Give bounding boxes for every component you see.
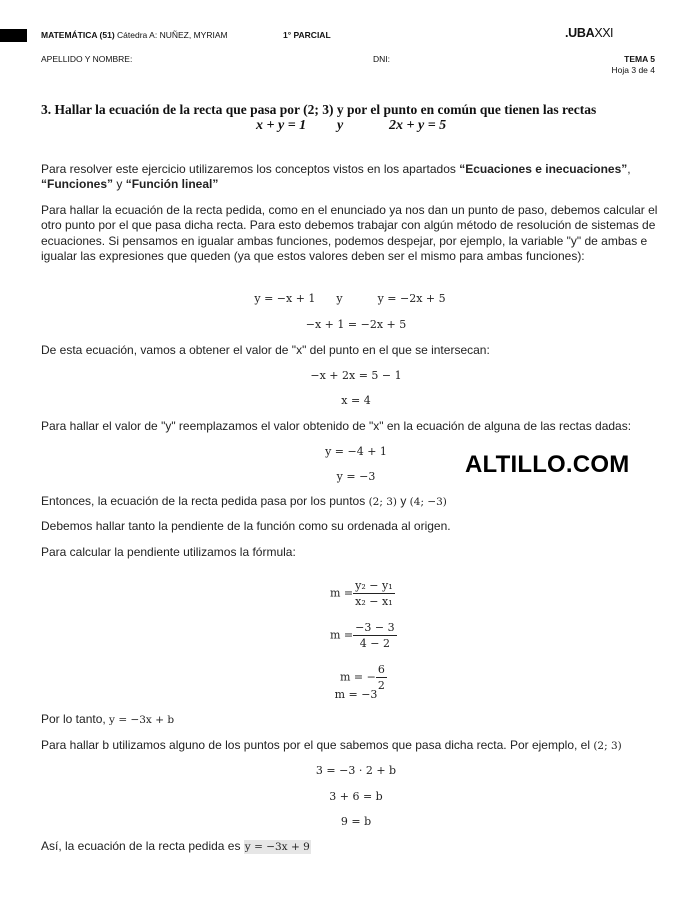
paragraph-therefore: Por lo tanto, y = −3x + b <box>41 712 175 726</box>
question-text: 3. Hallar la ecuación de la recta que pasa por (2; 3) y por el punto en común que tienen las rectas <box>41 102 597 117</box>
paragraph-b: Para hallar b utilizamos alguno de los puntos por el que sabemos que pasa dicha recta. Por ejemplo, el (2; 3) <box>41 738 622 752</box>
name-label: APELLIDO Y NOMBRE: <box>41 54 133 64</box>
course-header <box>41 30 228 40</box>
paragraph-points: Entonces, la ecuación de la recta pedida pasa por los puntos (2; 3) y (4; −3) <box>41 494 447 508</box>
question-eq1: x + y = 1 <box>256 118 307 133</box>
question-eq2: 2x + y = 5 <box>389 118 447 133</box>
paragraph-method: Para hallar la ecuación de la recta pedida, como en el enunciado ya nos dan un punto de paso, debemos calcular el otro punto por el que pasa dicha recta. Para esto debemos trabajar con algún método de resolución de sistemas de ecuaciones. Si pensamos en igualar ambas funciones, podemos despejar, por ejemplo, la variable "y" de ambas e igualar las expresiones que queden (ya que estos valores deben ser el mismo para ambas funciones): <box>41 203 658 263</box>
course-name: MATEMÁTICA (51) <box>41 30 115 40</box>
watermark: ALTILLO.COM <box>465 451 630 478</box>
paragraph-final: Así, la ecuación de la recta pedida es y = −3x + 9 <box>41 839 310 853</box>
final-answer: y = −3x + 9 <box>244 841 310 853</box>
tema-label: TEMA 5 <box>624 54 655 64</box>
equation-b-step1: 3 = −3 · 2 + b <box>315 764 397 777</box>
dni-label: DNI: <box>373 54 390 64</box>
paragraph-formula: Para calcular la pendiente utilizamos la fórmula: <box>41 545 296 559</box>
page-counter: Hoja 3 de 4 <box>611 65 655 75</box>
equation-y-result: y = −3 <box>336 470 376 483</box>
paragraph-y: Para hallar el valor de "y" reemplazamos el valor obtenido de "x" en la ecuación de alguna de las rectas dadas: <box>41 419 632 433</box>
equation-x-step: −x + 2x = 5 − 1 <box>310 369 402 382</box>
equation-system: y = −x + 1 y y = −2x + 5 <box>254 292 446 305</box>
paragraph-slope-intercept: Debemos hallar tanto la pendiente de la función como su ordenada al origen. <box>41 519 451 533</box>
slope-simplified: m = − $\frac{6}{2}$ <box>340 663 385 692</box>
equation-b-step2: 3 + 6 = b <box>329 790 383 803</box>
slope-substitution: m = $\frac{-3 - 3}{4 - 2}$ <box>330 621 395 650</box>
equation-b-result: 9 = b <box>340 815 372 828</box>
uba-logo: .UBAXXI <box>565 26 614 40</box>
question-conj: y <box>337 118 344 133</box>
equation-x-result: x = 4 <box>341 394 371 407</box>
equation-equality: −x + 1 = −2x + 5 <box>305 318 407 331</box>
equation-y-step: y = −4 + 1 <box>325 445 387 458</box>
slope-result: m = −3 <box>334 688 378 701</box>
tema-block <box>612 54 655 76</box>
slope-formula: m = $\frac{\text{y₂ − y₁}}{\text{x₂ − x₁}}$ <box>330 579 393 608</box>
page-edge-marker <box>0 29 27 42</box>
intro-paragraph: Para resolver este ejercicio utilizaremos los conceptos vistos en los apartados “Ecuaciones e inecuaciones”, “Funciones” y “Función lineal” <box>41 162 631 192</box>
paragraph-x: De esta ecuación, vamos a obtener el valor de "x" del punto en el que se intersecan: <box>41 343 490 357</box>
exam-label: 1° PARCIAL <box>283 30 331 40</box>
catedra: Cátedra A: NUÑEZ, MYRIAM <box>117 30 228 40</box>
